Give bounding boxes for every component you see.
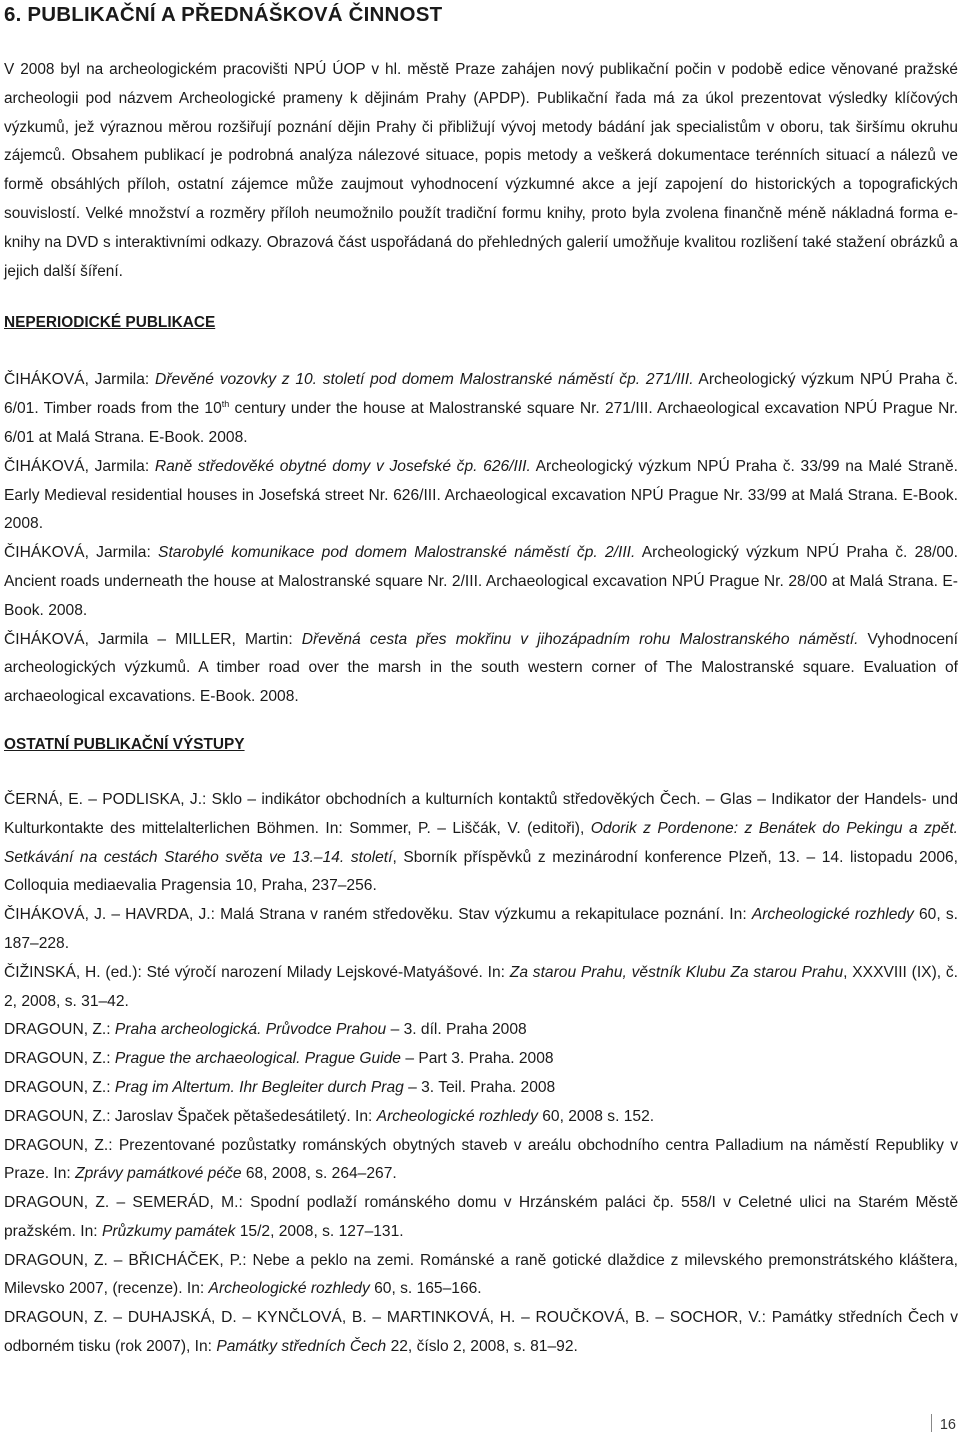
citation-title: Dřevěné vozovky z 10. století pod domem Malostranské náměstí čp. 271/III. [155, 371, 694, 389]
nonperiodic-list [4, 366, 958, 712]
citation-text: ČIŽINSKÁ, H. (ed.): Sté výročí narození Milady Lejskové-Matyášové. In: [4, 963, 510, 981]
citation-text: ČIHÁKOVÁ, J. – HAVRDA, J.: Malá Strana v raném středověku. Stav výzkumu a rekapitulace poznání. In: [4, 906, 752, 924]
citation-title: Archeologické rozhledy [208, 1280, 370, 1298]
citation-text: 68, 2008, s. 264–267. [241, 1165, 397, 1183]
page-number-value: 16 [939, 1417, 956, 1433]
citation-entry [4, 366, 958, 452]
other-outputs-list [4, 786, 958, 1362]
citation-text: DRAGOUN, Z.: [4, 1078, 115, 1096]
citation-entry [4, 453, 958, 539]
citation-text: ČERNÁ, E. – PODLISKA, J.: Sklo – indikátor obchodních a kulturních kontaktů středověkých Čech. – Glas – Indikator der Handels- und Kulturkontakte des mittelalterlichen Böhmen. In: Sommer, P. – Liščák, V. (editoři), [4, 790, 958, 837]
citation-text: DRAGOUN, Z.: Jaroslav Špaček pětašedesátiletý. In: [4, 1107, 377, 1125]
citation-title: Prag im Altertum. Ihr Begleiter durch Prag [114, 1078, 404, 1096]
citation-text: , Sborník příspěvků z mezinárodní konference Plzeň, 13. – 14. listopadu 2006, Colloquia mediaevalia Pragensia 10, Praha, 237–256. [4, 848, 958, 895]
citation-entry [4, 1045, 958, 1074]
citation-text: DRAGOUN, Z.: [4, 1021, 115, 1039]
citation-text: ČIHÁKOVÁ, Jarmila: [4, 457, 155, 475]
citation-text: DRAGOUN, Z. – SEMERÁD, M.: Spodní podlaží románského domu v Hrzánském paláci čp. 558/I v Celetné ulici na Starém Městě pražském. In: [4, 1194, 958, 1240]
citation-superscript: th [221, 398, 230, 409]
citation-text: , XXXVIII (IX), č. 2, 2008, s. 31–42. [4, 963, 959, 1010]
other-outputs-heading: OSTATNÍ PUBLIKAČNÍ VÝSTUPY [4, 735, 245, 753]
citation-text: 60, s. 187–228. [4, 906, 958, 952]
citation-text: 60, 2008 s. 152. [537, 1107, 655, 1125]
citation-title: Zprávy památkové péče [75, 1165, 242, 1183]
citation-entry [4, 786, 958, 901]
citation-text: century under the house at Malostranské square Nr. 271/III. Archaeological excavation NPÚ Prague Nr. 6/01 at Malá Strana. E-Book. 2008. [4, 400, 959, 446]
citation-entry [4, 959, 958, 1017]
citation-title: Průzkumy památek [101, 1222, 236, 1240]
citation-title: Archeologické rozhledy [751, 906, 914, 924]
page-number [931, 1414, 956, 1433]
citation-title: Archeologické rozhledy [376, 1107, 538, 1125]
citation-entry [4, 1304, 958, 1362]
citation-text: ČIHÁKOVÁ, Jarmila: [4, 371, 156, 389]
citation-title: Starobylé komunikace pod domem Malostranské náměstí čp. 2/III. [158, 544, 636, 562]
citation-text: 15/2, 2008, s. 127–131. [235, 1222, 404, 1240]
citation-text: DRAGOUN, Z. – BŘICHÁČEK, P.: Nebe a peklo na zemi. Románské a raně gotické dlaždice z milevského premonstrátského kláštera, Milevsko 2007, (recenze). In: [4, 1251, 958, 1298]
citation-title: Dřevěná cesta přes mokřinu v jihozápadním rohu Malostranského náměstí. [301, 630, 859, 648]
citation-title: Praha archeologická. Průvodce Prahou [114, 1021, 387, 1039]
document-page [4, 0, 958, 1362]
citation-text: Archeologický výzkum NPÚ Praha č. 28/00. Ancient roads underneath the house at Malostranské square Nr. 2/III. Archaeological excavation NPÚ Prague Nr. 28/00 at Malá Strana. E-Book. 2008. [4, 544, 959, 619]
citation-text: Archeologický výzkum NPÚ Praha č. 6/01. Timber roads from the 10 [4, 371, 959, 418]
citation-entry [4, 1074, 958, 1103]
citation-entry [4, 1247, 958, 1305]
citation-text: – 3. díl. Praha 2008 [386, 1021, 527, 1039]
citation-text: DRAGOUN, Z.: [4, 1050, 115, 1068]
citation-title: Za starou Prahu, věstník Klubu Za starou Prahu [509, 963, 844, 981]
citation-text: Archeologický výzkum NPÚ Praha č. 33/99 na Malé Straně. Early Medieval residential houses in Josefská street Nr. 626/III. Archaeological excavation NPÚ Prague Nr. 33/99 at Malá Strana. E-Book. 2008. [4, 457, 958, 533]
citation-title: Prague the archaeological. Prague Guide [114, 1050, 401, 1068]
citation-title: Památky středních Čech [216, 1338, 387, 1356]
citation-entry [4, 539, 958, 625]
page-number-divider [931, 1414, 932, 1432]
citation-entry [4, 1016, 958, 1045]
section-title: 6. PUBLIKAČNÍ A PŘEDNÁŠKOVÁ ČINNOST [4, 3, 443, 26]
citation-entry [4, 901, 958, 959]
citation-text: DRAGOUN, Z. – DUHAJSKÁ, D. – KYNČLOVÁ, B. – MARTINKOVÁ, H. – ROUČKOVÁ, B. – SOCHOR, V.: Památky středních Čech v odborném tisku (rok 2007), In: [4, 1309, 958, 1356]
citation-entry [4, 1132, 958, 1190]
citation-text: – 3. Teil. Praha. 2008 [403, 1078, 556, 1096]
citation-title: Raně středověké obytné domy v Josefské čp. 626/III. [154, 457, 531, 475]
citation-text: Vyhodnocení archeologických výzkumů. A timber road over the marsh in the south western corner of The Malostranské square. Evaluation of archaeological excavations. E-Book. 2008. [4, 630, 959, 706]
citation-text: ČIHÁKOVÁ, Jarmila: [4, 544, 159, 562]
citation-entry [4, 1103, 958, 1132]
citation-text: ČIHÁKOVÁ, Jarmila – MILLER, Martin: [4, 630, 302, 648]
citation-text: DRAGOUN, Z.: Prezentované pozůstatky románských obytných staveb v areálu obchodního centra Palladium na náměstí Republiky v Praze. In: [4, 1136, 958, 1183]
citation-text: – Part 3. Praha. 2008 [401, 1050, 554, 1068]
citation-title: Odorik z Pordenone: z Benátek do Pekingu a zpět. Setkávání na cestách Starého světa ve 13.–14. století [4, 819, 958, 866]
citation-text: 60, s. 165–166. [369, 1280, 482, 1298]
intro-paragraph: V 2008 byl na archeologickém pracovišti NPÚ ÚOP v hl. městě Praze zahájen nový publikační počin v podobě edice věnované pražské archeologii pod názvem Archeologické prameny k dějinám Prahy (APDP). Publikační řada má za úkol prezentovat výsledky klíčových výzkumů, jež výraznou měrou rozšiřují poznání dějin Prahy či přibližují vývoj metody bádání jak specialistům v oboru, tak širšímu okruhu zájemců. Obsahem publikací je podrobná analýza nálezové situace, popis metody a veškerá dokumentace terénních situací a nálezů ve formě obsáhlých příloh, ostatní zájemce může zaujmout vyhodnocení výzkumné akce a její zapojení do historických a topografických souvislostí. Velké množství a rozměry příloh neumožnilo použít tradiční formu knihy, proto byla zvolena finančně méně nákladná forma e-knihy na DVD s interaktivními odkazy. Obrazová část uspořádaná do přehledných galerií umožňuje kvalitou rozlišení také stažení obrázků a jejich další šíření. [4, 61, 958, 280]
citation-entry [4, 626, 958, 712]
nonperiodic-heading: NEPERIODICKÉ PUBLIKACE [4, 314, 216, 332]
citation-entry [4, 1189, 958, 1247]
citation-text: 22, číslo 2, 2008, s. 81–92. [386, 1338, 578, 1356]
